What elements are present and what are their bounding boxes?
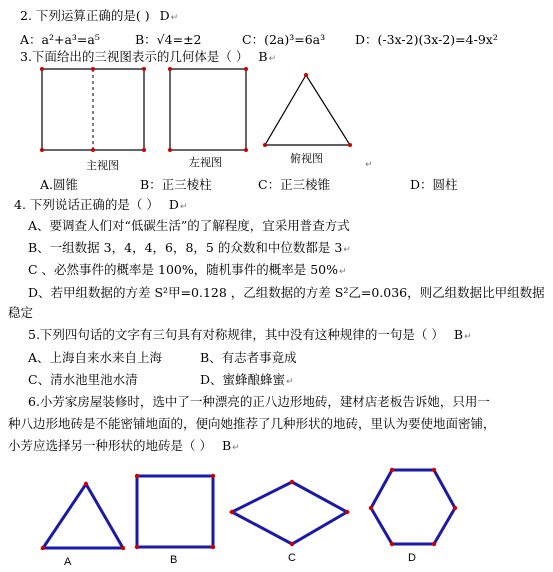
view-label-side: 左视图 <box>189 157 222 169</box>
q2-answer: D <box>159 8 170 23</box>
tile-label-c: C <box>288 552 296 564</box>
q3-stem-text: 3.下面给出的三视图表示的几何体是（ ） <box>20 49 249 64</box>
q4-option-d: D、若甲组数据的方差 S²甲=0.128 ，乙组数据的方差 S²乙=0.036，则乙组数据比甲组数据 <box>28 285 545 300</box>
q2-stem <box>20 8 178 26</box>
tile-label-b: B <box>170 554 178 566</box>
q6-line-3-text: 小芳应选择另一种形状的地砖是（ ） <box>8 438 212 453</box>
three-views-figure <box>0 60 553 160</box>
q2-option-c: C：(2a)³=6a³ <box>242 32 326 47</box>
q5-option-c: C、清水池里池水清 <box>28 372 138 387</box>
q3-option-a: A.圆锥 <box>40 177 79 192</box>
enter-mark-icon: ↵ <box>170 13 179 23</box>
q4-option-b-text: B、一组数据 3，4，4，6，8，5 的众数和中位数都是 3 <box>28 240 343 255</box>
top-view-triangle <box>265 75 350 145</box>
view-label-top: 俯视图 <box>290 153 323 165</box>
enter-mark-icon: ↵ <box>268 54 277 64</box>
q2-option-b: B：√4=±2 <box>135 32 202 47</box>
tile-square <box>137 476 213 547</box>
q4-answer: D <box>168 197 179 212</box>
enter-mark-icon: ↵ <box>464 332 472 342</box>
tile-label-d: D <box>408 552 416 564</box>
q5-option-b: B、有志者事竟成 <box>200 350 297 365</box>
q5-stem-text: 5.下列四句话的文字有三句具有对称规律，其中没有这种规律的一句是（ ） <box>28 327 444 342</box>
q2-option-d: D：(-3x-2)(3x-2)=4-9x² <box>355 32 498 47</box>
q3-answer: B <box>258 49 268 64</box>
tile-triangle <box>43 484 123 548</box>
q6-answer: B <box>221 438 232 453</box>
side-view-rect <box>170 69 246 150</box>
q6-line-2: 种八边形地砖是不能密铺地面的，便向她推荐了几种形状的地砖，里认为要使地面密铺， <box>8 416 496 431</box>
tile-hexagon <box>371 470 455 544</box>
q5-option-d <box>200 372 294 390</box>
q2-stem-text: 2. 下列运算正确的是( ) <box>20 8 150 23</box>
q5-option-a: A、上海自来水来自上海 <box>28 350 163 365</box>
q4-option-c <box>28 262 347 280</box>
enter-mark-icon: ↵ <box>179 202 188 212</box>
q5-option-d-text: D、蜜蜂酿蜂蜜 <box>200 372 286 387</box>
q4-option-c-text: C 、必然事件的概率是 100%，随机事件的概率是 50% <box>28 262 339 277</box>
q3-option-c: C：正三棱锥 <box>258 177 331 192</box>
enter-mark-icon: ↵ <box>343 245 351 255</box>
view-label-front: 主视图 <box>86 160 119 172</box>
enter-mark-icon: ↵ <box>365 160 373 170</box>
tile-shapes-figure <box>0 460 553 572</box>
tile-label-a: A <box>64 556 72 568</box>
enter-mark-icon: ↵ <box>286 377 294 387</box>
q4-option-a: A、要调查人们对“低碳生活”的了解程度，宜采用普查方式 <box>28 218 350 233</box>
q3-option-d: D：圆柱 <box>410 177 458 192</box>
enter-mark-icon: ↵ <box>339 267 347 277</box>
q5-answer: B <box>453 327 464 342</box>
q3-option-b: B：正三棱柱 <box>140 177 212 192</box>
q5-stem <box>28 327 472 345</box>
q6-line-3 <box>8 438 240 456</box>
q4-stem-text: 4. 下列说话正确的是（ ） <box>14 197 159 212</box>
q4-option-d-cont: 稳定 <box>8 305 34 320</box>
tile-rhombus <box>232 482 347 544</box>
q6-line-1: 6.小芳家房屋装修时，选中了一种漂亮的正八边形地砖，建材店老板告诉她，只用一 <box>28 394 490 409</box>
q4-stem <box>14 197 187 215</box>
q2-option-a: A：a²+a³=a⁵ <box>20 32 100 47</box>
q4-option-b <box>28 240 351 258</box>
enter-mark-icon: ↵ <box>232 443 240 453</box>
